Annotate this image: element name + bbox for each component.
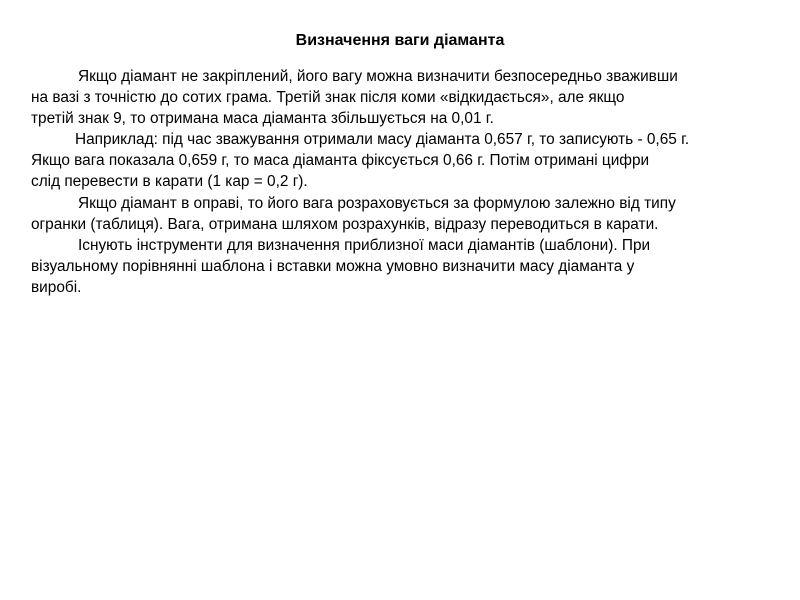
slide-body — [31, 66, 771, 298]
text-line: Якщо вага показала 0,659 г, то маса діаманта фіксується 0,66 г. Потім отримані цифри — [31, 152, 650, 170]
text-line: на вазі з точністю до сотих грама. Третій знак після коми «відкидається», але якщо — [31, 89, 625, 107]
text-line: Якщо діамант в оправі, то його вага розраховується за формулою залежно від типу — [78, 194, 676, 212]
paragraph-mounted-diamond-formula — [31, 193, 771, 235]
paragraph-unmounted-diamond-weighing — [31, 66, 771, 129]
text-line: Наприклад: під час зважування отримали масу діаманта 0,657 г, то записують - 0,65 г. — [75, 131, 690, 149]
paragraph-weighing-example — [31, 129, 771, 192]
text-line: третій знак 9, то отримана маса діаманта збільшується на 0,01 г. — [31, 110, 494, 128]
paragraph-templates — [31, 235, 771, 298]
text-line: огранки (таблиця). Вага, отримана шляхом розрахунків, відразу переводиться в карати. — [31, 215, 659, 233]
text-line: слід перевести в карати (1 кар = 0,2 г). — [31, 173, 308, 191]
text-line: Якщо діамант не закріплений, його вагу можна визначити безпосередньо зваживши — [78, 68, 678, 85]
slide-title: Визначення ваги діаманта — [295, 32, 505, 49]
text-line: візуальному порівнянні шаблона і вставки можна умовно визначити масу діаманта у — [31, 257, 635, 275]
text-line: Існують інструменти для визначення приблизної маси діамантів (шаблони). При — [78, 236, 651, 254]
text-line: виробі. — [31, 278, 82, 296]
